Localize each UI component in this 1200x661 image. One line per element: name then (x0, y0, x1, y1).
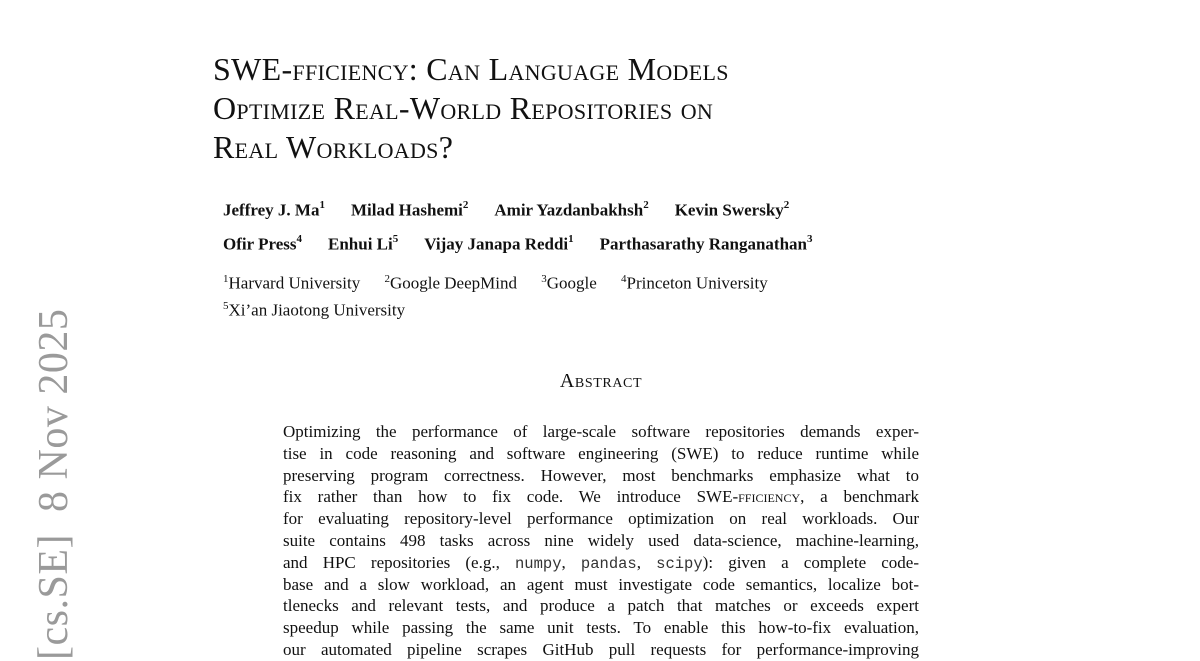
affiliation-row (223, 268, 788, 295)
abstract-line: Optimizing the performance of large-scale software repositories demands exper- (283, 422, 919, 441)
affiliation: $^3$Google (541, 273, 597, 293)
author: Jeffrey J. Ma$^1$ (223, 199, 325, 220)
abstract-line: our automated pipeline scrapes GitHub pull requests for performance-improving (283, 639, 919, 659)
code-pandas: pandas (580, 554, 637, 573)
author: Vijay Janapa Reddi$^1$ (424, 233, 574, 254)
author: Ofir Press$^4$ (223, 233, 302, 254)
code-numpy: numpy (515, 554, 562, 573)
author: Enhui Li$^5$ (328, 233, 399, 254)
code-scipy: scipy (656, 554, 703, 573)
author-row (223, 234, 835, 268)
author: Kevin Swersky$^2$ (674, 199, 790, 220)
affiliation-list (223, 268, 788, 321)
abstract-line: preserving program correctness. However, most benchmarks emphasize what to (283, 465, 919, 485)
abstract-line: tlenecks and relevant tests, and produce a patch that matches or exceeds expert (283, 596, 919, 616)
affiliation: $^1$Harvard University (223, 273, 361, 293)
author: Amir Yazdanbakhsh$^2$ (494, 199, 649, 220)
title-line: Real Workloads? (213, 129, 454, 165)
abstract-line: base and a slow workload, an agent must investigate code semantics, localize bot- (283, 574, 919, 594)
author-list (223, 200, 835, 268)
abstract-line: and HPC repositories (e.g., numpy, pandas, scipy): given a complete code- (283, 552, 919, 573)
affiliation: $^5$Xi’an Jiaotong University (223, 299, 406, 320)
affiliation: $^4$Princeton University (621, 273, 768, 293)
author: Milad Hashemi$^2$ (350, 199, 469, 220)
benchmark-name: SWE-fficiency (696, 487, 801, 507)
abstract-line: for evaluating repository-level performance optimization on real workloads. Our (283, 509, 919, 529)
author-row (223, 200, 835, 234)
abstract-line: fix rather than how to fix code. We introduce SWE-fficiency, a benchmark (283, 487, 919, 507)
abstract-line: tise in code reasoning and software engineering (SWE) to reduce runtime while (283, 443, 919, 463)
arxiv-side-stamp (30, 287, 78, 660)
affiliation-row (223, 295, 788, 322)
abstract-line: speedup while passing the same unit tests. To enable this how-to-fix evaluation, (283, 618, 919, 638)
paper-title (213, 50, 933, 167)
abstract-body (283, 421, 919, 661)
title-line: SWE-fficiency: Can Language Models (213, 51, 729, 87)
arxiv-category: [cs.SE] (31, 534, 77, 660)
author: Parthasarathy Ranganathan$^3$ (599, 233, 813, 254)
arxiv-date: 8 Nov 2025 (31, 308, 77, 513)
affiliation: $^2$Google DeepMind (384, 273, 517, 293)
abstract-line: suite contains 498 tasks across nine widely used data-science, machine-learning, (283, 530, 919, 550)
abstract-heading: Abstract (559, 370, 643, 392)
title-line: Optimize Real-World Repositories on (213, 90, 714, 126)
